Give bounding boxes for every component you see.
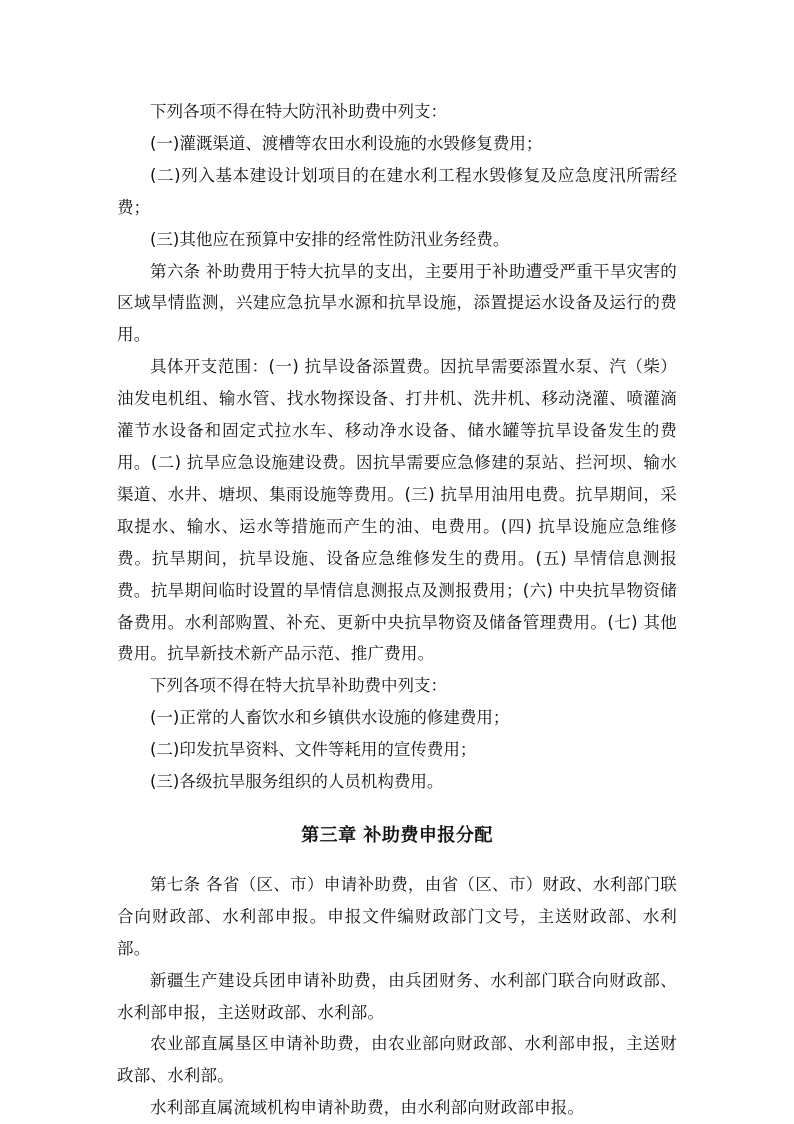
chapter-heading: 第三章 补助费申报分配 bbox=[301, 824, 493, 846]
paragraph-flood-exclusion-1: (一)灌溉渠道、渡槽等农田水利设施的水毁修复费用； bbox=[150, 133, 543, 153]
paragraph-river-basin-agencies: 水利部直属流域机构申请补助费，由水利部向财政部申报。 bbox=[150, 1098, 585, 1118]
paragraph-drought-exclusion-2: (二)印发抗旱资料、文件等耗用的宣传费用； bbox=[150, 740, 477, 760]
paragraph-drought-exclusions-intro: 下列各项不得在特大抗旱补助费中列支： bbox=[150, 676, 447, 696]
paragraph-flood-exclusions-intro: 下列各项不得在特大防汛补助费中列支： bbox=[150, 102, 447, 121]
paragraph-drought-exclusion-1: (一)正常的人畜饮水和乡镇供水设施的修建费用； bbox=[150, 708, 510, 728]
paragraph-article-7: 第七条 各省（区、市）申请补助费，由省（区、市）财政、水利部门联合向财政部、水利部申报。申报文件编财政部门文号，主送财政部、水利部。 bbox=[117, 874, 677, 958]
document-page bbox=[117, 96, 677, 1124]
paragraph-drought-scope: 具体开支范围：(一) 抗旱设备添置费。因抗旱需要添置水泵、汽（柴）油发电机组、输水管、找水物探设备、打井机、洗井机、移动浇灌、喷灌滴灌节水设备和固定式拉水车、移动净水设备、储水罐等抗旱设备发生的费用。(二) 抗旱应急设施建设费。因抗旱需要应急修建的泵站、拦河坝、输水渠道、水井、塘坝、集雨设施等费用。(三) 抗旱用油用电费。抗旱期间，采取提水、输水、运水等措施而产生的油、电费用。(四) 抗旱设施应急维修费。抗旱期间，抗旱设施、设备应急维修发生的费用。(五) 旱情信息测报费。抗旱期间临时设置的旱情信息测报点及测报费用；(六) 中央抗旱物资储备费用。水利部购置、补充、更新中央抗旱物资及储备管理费用。(七) 其他费用。抗旱新技术新产品示范、推广费用。 bbox=[117, 357, 677, 664]
paragraph-flood-exclusion-2: (二)列入基本建设计划项目的在建水利工程水毁修复及应急度汛所需经费； bbox=[117, 165, 677, 217]
paragraph-flood-exclusion-3: (三)其他应在预算中安排的经常性防汛业务经费。 bbox=[150, 229, 510, 249]
paragraph-xinjiang-corps: 新疆生产建设兵团申请补助费，由兵团财务、水利部门联合向财政部、水利部申报，主送财政部、水利部。 bbox=[117, 970, 677, 1022]
paragraph-article-6: 第六条 补助费用于特大抗旱的支出，主要用于补助遭受严重干旱灾害的区域旱情监测，兴建应急抗旱水源和抗旱设施，添置提运水设备及运行的费用。 bbox=[117, 261, 677, 345]
paragraph-drought-exclusion-3: (三)各级抗旱服务组织的人员机构费用。 bbox=[150, 772, 444, 792]
paragraph-agriculture-reclamation: 农业部直属垦区申请补助费，由农业部向财政部、水利部申报，主送财政部、水利部。 bbox=[117, 1034, 677, 1086]
